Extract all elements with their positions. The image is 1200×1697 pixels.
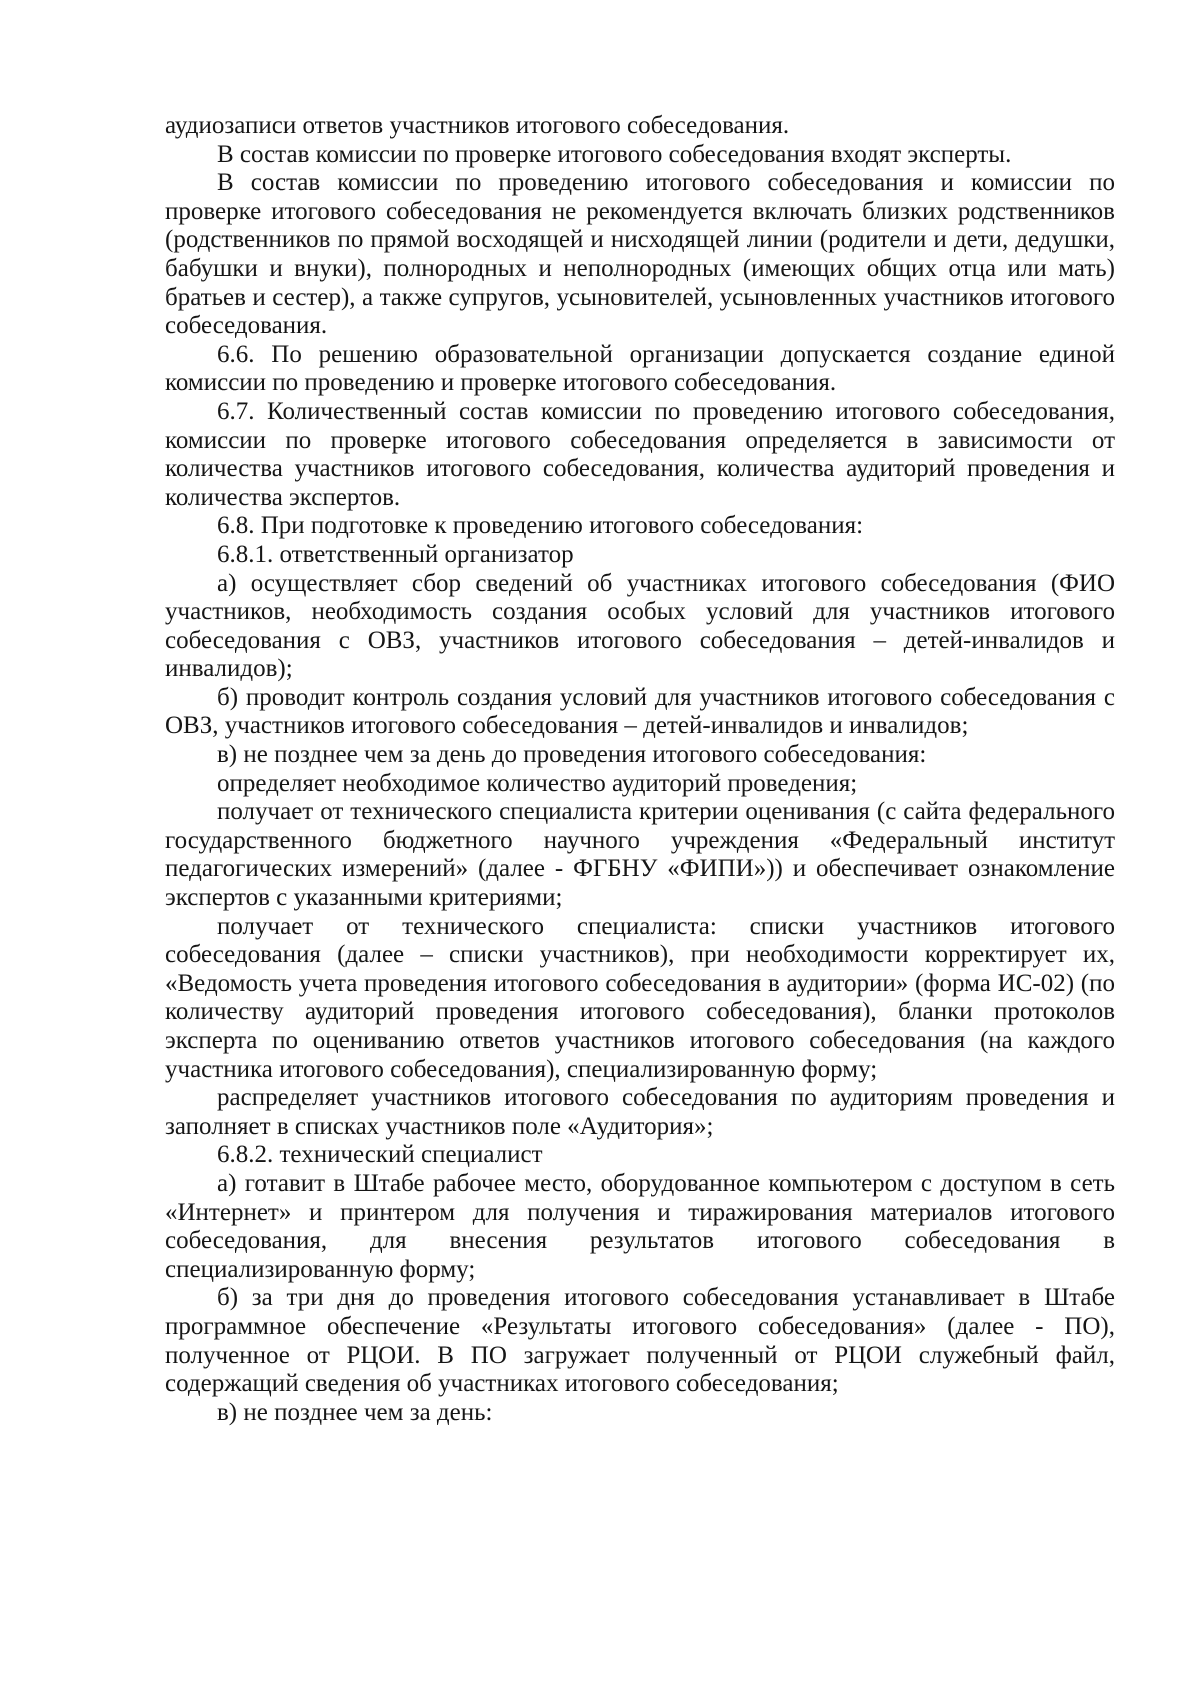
document-page [165,112,1115,1427]
paragraph-6-8-2-b: б) за три дня до проведения итогового собеседования устанавливает в Штабе программное обеспечение «Результаты итогового собеседования» (далее - ПО), полученное от РЦОИ. В ПО загружает полученный от РЦОИ служебный файл, содержащий сведения об участниках итогового собеседования; [165,1284,1115,1398]
paragraph-6-8-2-v: в) не позднее чем за день: [217,1398,493,1426]
paragraph-continuation: аудиозаписи ответов участников итогового собеседования. [165,112,790,139]
paragraph-6-8: 6.8. При подготовке к проведению итогового собеседования: [217,512,864,540]
paragraph-6-8-1-b: б) проводит контроль создания условий для участников итогового собеседования с ОВЗ, участников итогового собеседования – детей-инвалидов и инвалидов; [165,683,1115,740]
paragraph-distribution: распределяет участников итогового собеседования по аудиториям проведения и заполняет в списках участников поле «Аудитория»; [165,1084,1115,1140]
paragraph-6-8-1-a: а) осуществляет сбор сведений об участниках итогового собеседования (ФИО участников, необходимость создания особых условий для участников итогового собеседования с ОВЗ, участников итогового собеседования – детей-инвалидов и инвалидов); [165,569,1115,683]
paragraph-criteria: получает от технического специалиста критерии оценивания (с сайта федерального государственного бюджетного научного учреждения «Федеральный институт педагогических измерений» (далее - ФГБНУ «ФИПИ»)) и обеспечивает ознакомление экспертов с указанными критериями; [165,798,1115,912]
paragraph-lists: получает от технического специалиста: списки участников итогового собеседования (далее – списки участников), при необходимости корректирует их, «Ведомость учета проведения итогового собеседования в аудитории» (форма ИС-02) (по количеству аудиторий проведения итогового собеседования), бланки протоколов эксперта по оцениванию ответов участников итогового собеседования (на каждого участника итогового собеседования), специализированную форму; [165,912,1115,1083]
paragraph-audiences: определяет необходимое количество аудиторий проведения; [217,769,858,797]
paragraph-6-7: 6.7. Количественный состав комиссии по проведению итогового собеседования, комиссии по проверке итогового собеседования определяется в зависимости от количества участников итогового собеседования, количества аудиторий проведения и количества экспертов. [165,397,1115,511]
paragraph-6-8-1: 6.8.1. ответственный организатор [217,540,574,568]
paragraph-expert-commission: В состав комиссии по проверке итогового собеседования входят эксперты. [217,140,1012,168]
paragraph-6-8-2: 6.8.2. технический специалист [217,1141,543,1169]
paragraph-6-6: 6.6. По решению образовательной организации допускается создание единой комиссии по проведению и проверке итогового собеседования. [165,340,1115,397]
paragraph-relatives-restriction: В состав комиссии по проведению итогового собеседования и комиссии по проверке итогового собеседования не рекомендуется включать близких родственников (родственников по прямой восходящей и нисходящей линии (родители и дети, дедушки, бабушки и внуки), полнородных и неполнородных (имеющих общих отца или мать) братьев и сестер), а также супругов, усыновителей, усыновленных участников итогового собеседования. [165,169,1115,340]
paragraph-6-8-2-a: а) готавит в Штабе рабочее место, оборудованное компьютером с доступом в сеть «Интернет» и принтером для получения и тиражирования материалов итогового собеседования, для внесения результатов итогового собеседования в специализированную форму; [165,1169,1115,1283]
paragraph-6-8-1-v: в) не позднее чем за день до проведения итогового собеседования: [217,741,927,769]
